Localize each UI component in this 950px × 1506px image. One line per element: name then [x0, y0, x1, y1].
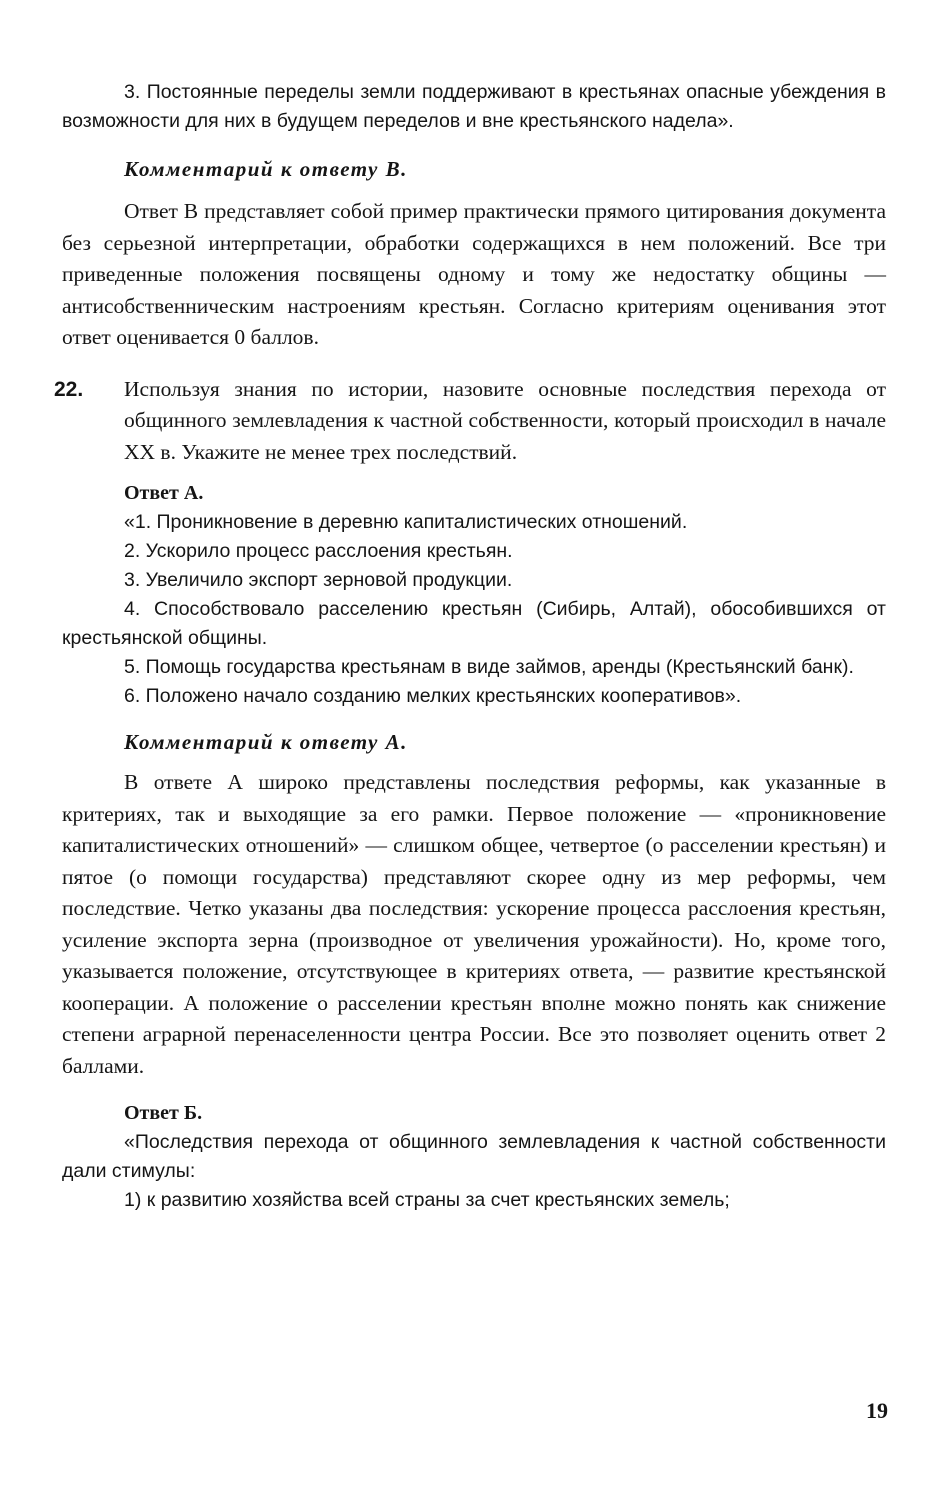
list-item: 6. Положено начало созданию мелких крестьянских кооперативов». [124, 685, 742, 707]
comment-a-text: В ответе А широко представлены последствия реформы, как указанные в критериях, так и выходящие за его рамки. Первое положение — «проникновение капиталистических отношений» — слишком общее, четвертое (о расселении крестьян) и пятое (о помощи государства) представляют скорее одну из мер реформы, чем последствие. Четко указаны два последствия: ускорение процесса расслоения крестьян, усиление экспорта зерна (производное от увеличения урожайности). Но, кроме того, указывается положение, отсутствующее в критериях ответа, — развитие крестьянской кооперации. А положение о расселении крестьян вполне можно понять как снижение степени аграрной перенаселенности центра России. Все это позволяет оценить ответ 2 баллами. [62, 770, 886, 1078]
task-22 [54, 374, 886, 469]
task-text: Используя знания по истории, назовите основные последствия перехода от общинного землевладения к частной собственности, который происходил в начале XX в. Укажите не менее трех последствий. [124, 376, 886, 464]
list-item: 4. Способствовало расселению крестьян (Сибирь, Алтай), обособившихся от крестьянской общины. [62, 598, 886, 649]
list-item: «1. Проникновение в деревню капиталистических отношений. [124, 511, 688, 533]
page-content [54, 78, 886, 1215]
answer-b-intro: «Последствия перехода от общинного землевладения к частной собственности дали стимулы: [62, 1131, 886, 1182]
comment-b-heading: Комментарий к ответу В. [124, 157, 408, 181]
task-number: 22. [54, 377, 84, 401]
answer-a-heading: Ответ А. [124, 482, 204, 504]
list-item: 3. Увеличило экспорт зерновой продукции. [124, 569, 513, 591]
answer-a-list [62, 508, 886, 711]
list-item: 2. Ускорило процесс расслоения крестьян. [124, 540, 513, 562]
answer-v-item-3: 3. Постоянные переделы земли поддерживают в крестьянах опасные убеждения в возможности для них в будущем переделов и вне крестьянского надела». [62, 81, 886, 132]
comment-b-text: Ответ В представляет собой пример практически прямого цитирования документа без серьезной интерпретации, обработки содержащихся в нем положений. Все три приведенные положения посвящены одному и тому же недостатку общины — антисобственническим настроениям крестьян. Согласно критериям оценивания этот ответ оценивается 0 баллов. [62, 199, 886, 349]
answer-b-heading: Ответ Б. [124, 1102, 203, 1124]
answer-b-item-1: 1) к развитию хозяйства всей страны за счет крестьянских земель; [124, 1189, 730, 1211]
comment-a-heading: Комментарий к ответу А. [124, 730, 408, 754]
page-number: 19 [866, 1398, 888, 1423]
list-item: 5. Помощь государства крестьянам в виде займов, аренды (Крестьянский банк). [124, 656, 854, 678]
